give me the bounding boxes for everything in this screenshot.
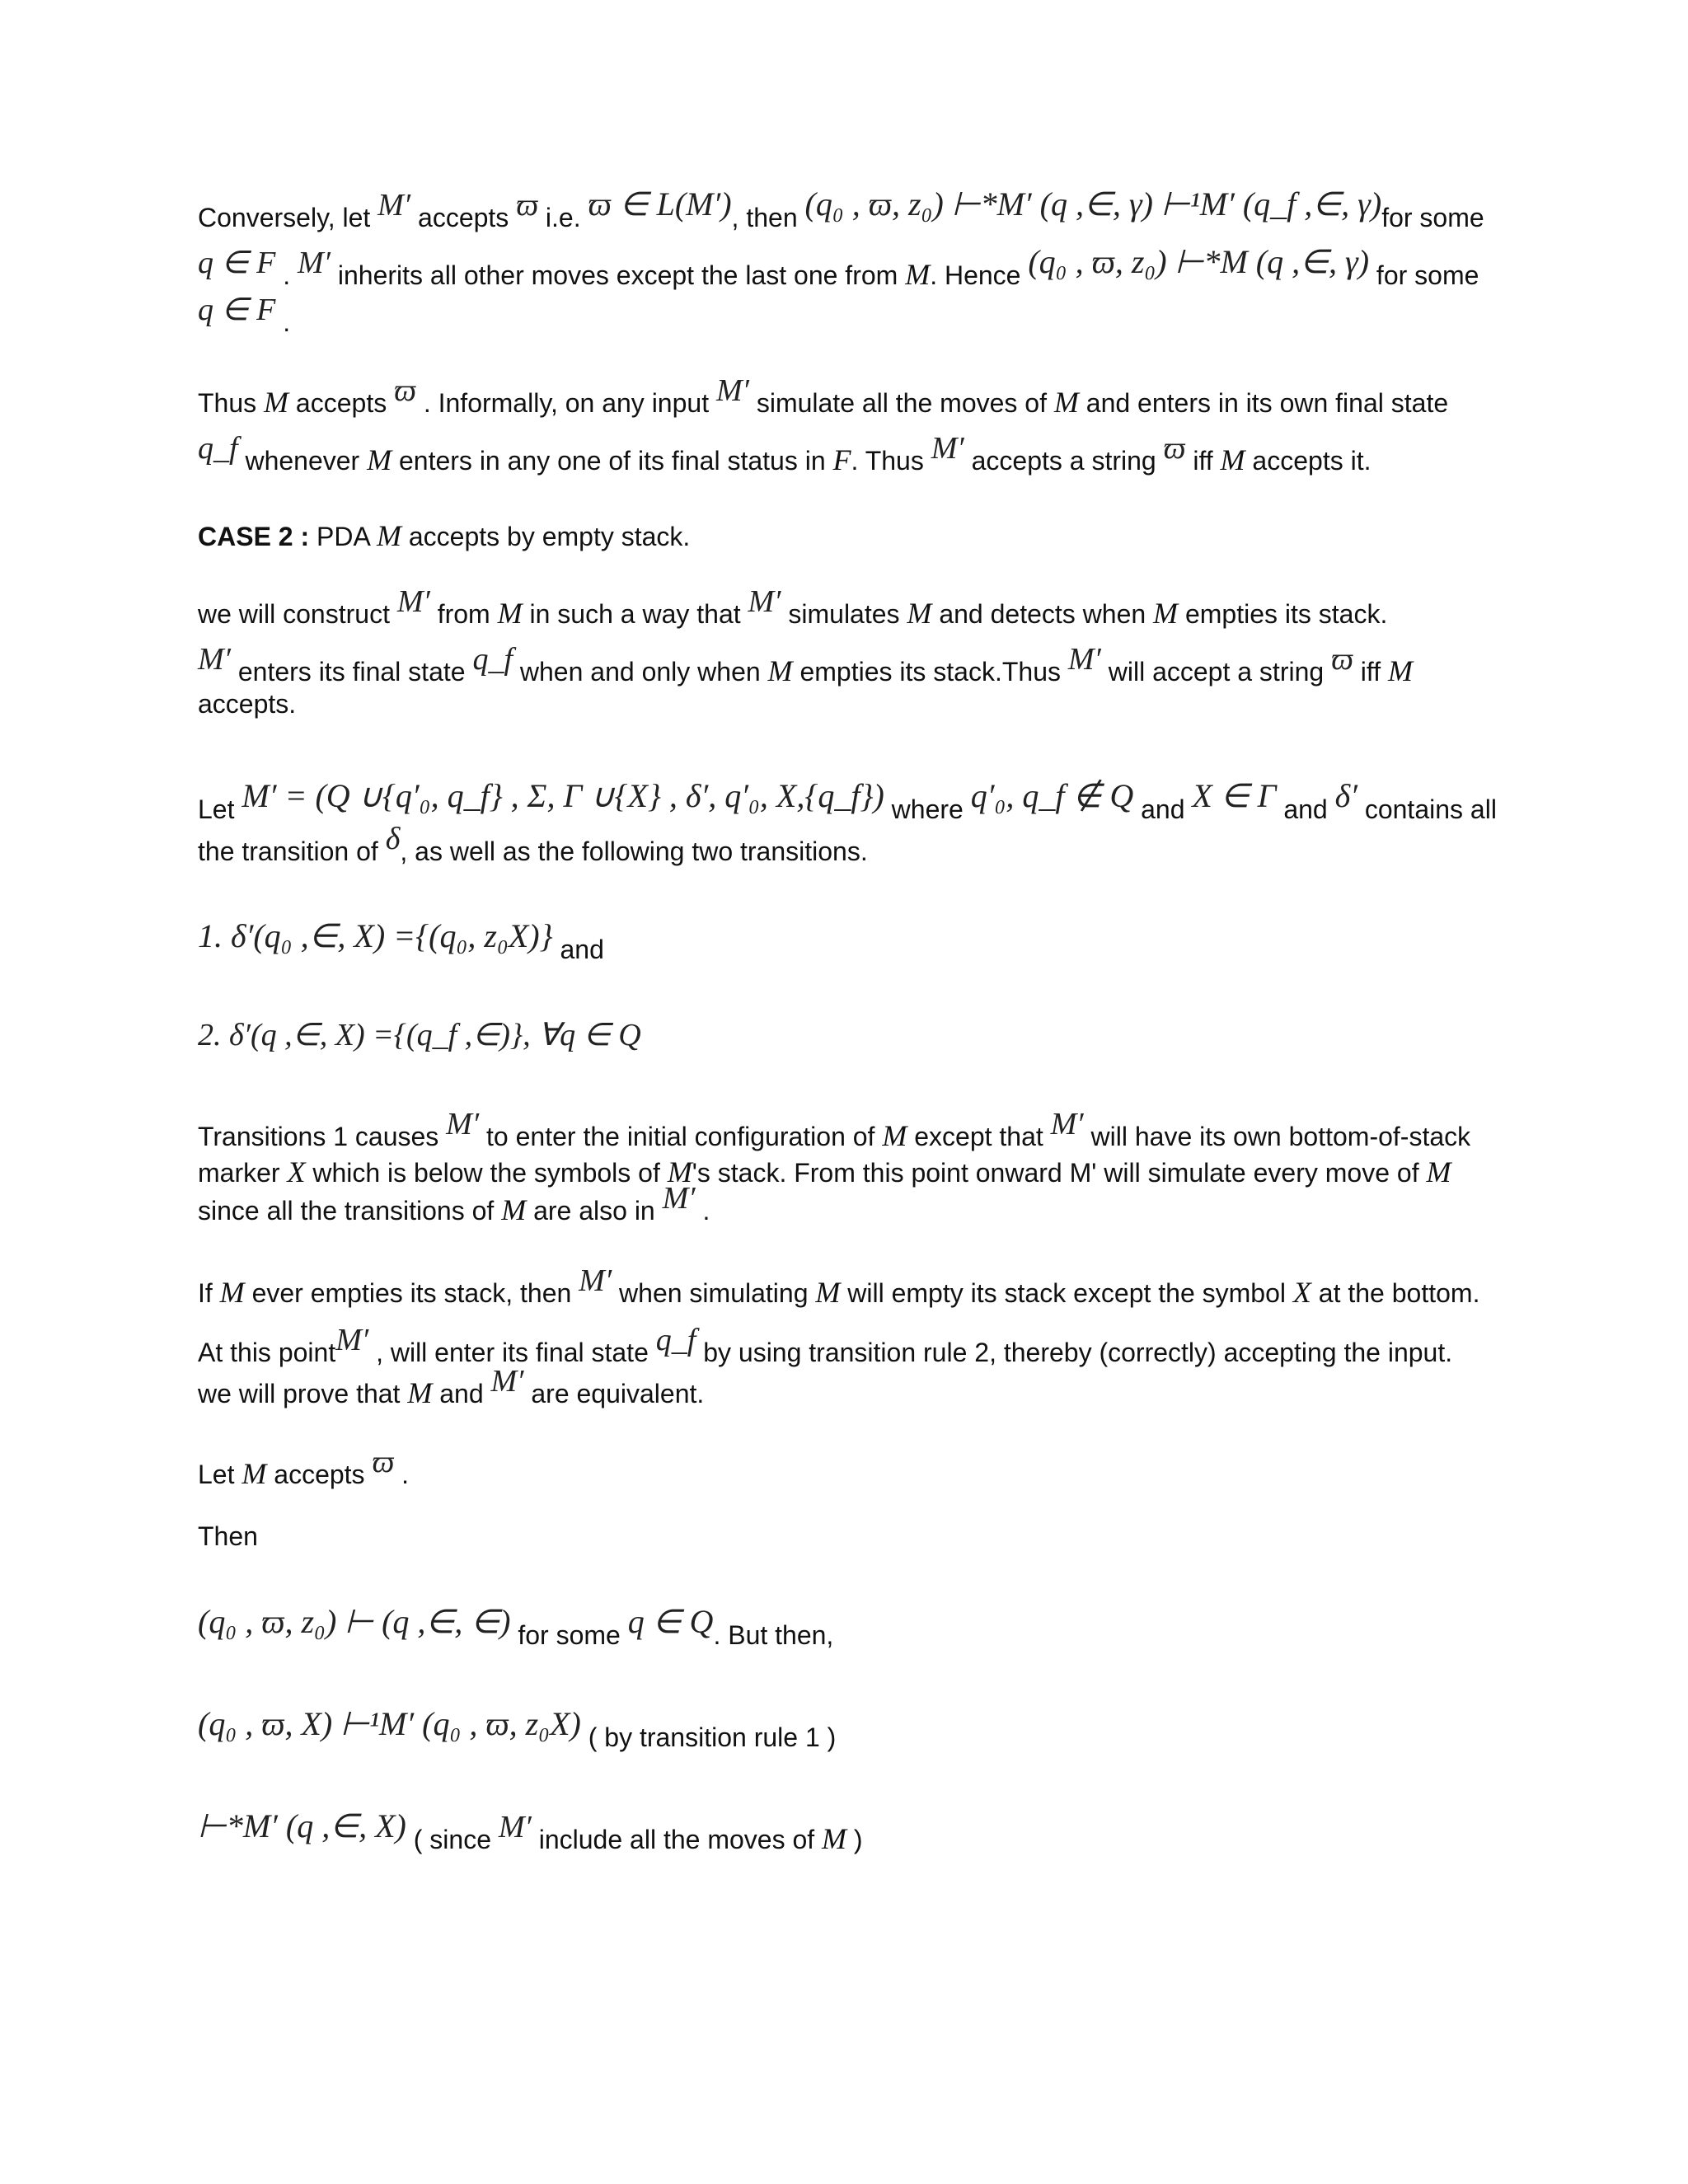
derivation-line — [198, 1603, 834, 1652]
text-segment: . — [394, 1460, 410, 1489]
math-expression: M′ — [396, 584, 430, 619]
math-expression: ϖ — [1163, 431, 1186, 466]
text-segment: PDA — [309, 522, 377, 551]
text-segment: Then — [198, 1521, 258, 1551]
text-segment: to enter the initial configuration of — [479, 1122, 883, 1151]
text-segment: Thus — [198, 388, 265, 418]
text-segment: when simulating — [612, 1278, 816, 1308]
text-segment: iff — [1353, 657, 1388, 687]
text-segment: , will enter its final state — [368, 1338, 656, 1367]
math-expression: M′ — [490, 1364, 524, 1399]
math-expression: (q₀ , ϖ, z₀) ⊢*M′ (q ,∈, γ) ⊢¹M′ (q_f ,∈, γ) — [804, 185, 1382, 223]
text-segment: ( since — [406, 1825, 499, 1854]
paragraph-line — [198, 293, 291, 339]
text-segment: ( by transition rule 1 ) — [580, 1722, 837, 1752]
text-segment: are also in — [526, 1196, 663, 1226]
text-segment: we will prove that — [198, 1379, 408, 1408]
math-expression: M — [905, 258, 931, 291]
math-expression: M — [907, 597, 932, 630]
math-expression: M′ — [1067, 642, 1101, 677]
math-expression: M — [815, 1276, 841, 1309]
text-segment: where — [884, 794, 971, 824]
text-segment: which is below the symbols of — [305, 1158, 668, 1188]
text-segment: empties its stack. — [1178, 599, 1388, 629]
text-segment: ) — [846, 1825, 863, 1854]
text-segment: for some — [1381, 203, 1484, 232]
text-segment: will accept a string — [1100, 657, 1332, 687]
math-expression: (q₀ , ϖ, z₀) ⊢ (q ,∈, ∈) — [198, 1603, 511, 1640]
text-segment: will empty its stack except the symbol — [840, 1278, 1293, 1308]
text-segment: accepts a string — [964, 446, 1164, 476]
paragraph-line — [198, 1445, 410, 1491]
paragraph-line — [198, 777, 1497, 826]
math-expression: M′ — [377, 188, 411, 223]
text-segment: when and only when — [513, 657, 768, 687]
math-expression: q ∈ F — [198, 246, 276, 280]
math-expression: q′₀, q_f ∉ Q — [970, 777, 1134, 814]
math-expression: M — [667, 1155, 692, 1188]
text-segment: and detects when — [931, 599, 1154, 629]
derivation-line — [198, 1807, 863, 1856]
text-segment: and — [432, 1379, 491, 1408]
math-expression: M′ — [931, 431, 964, 466]
text-segment: since all the transitions of — [198, 1196, 502, 1226]
text-segment: . Informally, on any input — [415, 388, 716, 418]
math-expression: M — [501, 1193, 527, 1226]
paragraph-line — [198, 185, 1484, 234]
math-expression: M — [376, 519, 401, 552]
text-segment: empties its stack.Thus — [792, 657, 1068, 687]
math-expression: ⊢*M′ (q ,∈, X) — [198, 1807, 406, 1844]
text-segment: the transition of — [198, 837, 386, 866]
math-expression: M — [822, 1822, 847, 1855]
text-segment: we will construct — [198, 599, 397, 629]
math-expression: M — [264, 386, 289, 419]
math-expression: M — [882, 1119, 907, 1152]
math-expression: M — [367, 443, 392, 476]
text-segment: and — [1133, 794, 1193, 824]
math-expression: M — [1153, 597, 1179, 630]
paragraph-line — [198, 1263, 1480, 1310]
math-expression: ϖ — [1331, 642, 1353, 677]
paragraph-line — [198, 373, 1449, 419]
paragraph-line — [198, 642, 1413, 688]
math-expression: q_f — [472, 642, 513, 677]
text-segment: . — [275, 260, 298, 290]
text-segment: Let — [198, 1460, 242, 1489]
text-segment: accepts — [266, 1460, 373, 1489]
text-segment: except that — [907, 1122, 1051, 1151]
math-expression: M — [767, 654, 793, 687]
text-segment: 's stack. From this point onward M' will simulate every move of — [692, 1158, 1427, 1188]
text-segment: At this point — [198, 1338, 336, 1367]
text-segment: and — [552, 935, 604, 964]
math-expression: M — [241, 1457, 267, 1490]
math-expression: M′ — [748, 584, 781, 619]
text-segment: marker — [198, 1158, 288, 1188]
text-segment: enters its final state — [230, 657, 473, 687]
math-expression: M — [1426, 1155, 1451, 1188]
math-expression: q_f — [655, 1323, 696, 1357]
math-expression: M — [1388, 654, 1413, 687]
math-expression: (q₀ , ϖ, z₀) ⊢*M (q ,∈, γ) — [1028, 243, 1370, 280]
text-segment: will have its own bottom-of-stack — [1083, 1122, 1471, 1151]
math-expression: ϖ ∈ L(M′) — [588, 185, 732, 223]
text-segment: Transitions 1 causes — [198, 1122, 447, 1151]
text-segment: accepts. — [198, 689, 297, 719]
text-segment: , then — [731, 203, 805, 232]
math-expression: q_f — [198, 431, 238, 466]
math-expression: q ∈ Q — [627, 1603, 714, 1640]
math-expression: M — [1220, 443, 1245, 476]
math-expression: M′ — [446, 1107, 480, 1141]
text-segment: simulates — [781, 599, 907, 629]
paragraph-line — [198, 243, 1479, 292]
text-segment: ever empties its stack, then — [244, 1278, 579, 1308]
text-segment: are equivalent. — [523, 1379, 705, 1408]
math-expression: M — [219, 1276, 245, 1309]
math-expression: (q₀ , ϖ, X) ⊢¹M′ (q₀ , ϖ, z₀X) — [198, 1705, 581, 1742]
paragraph-line — [198, 1107, 1471, 1153]
text-segment: . Thus — [851, 446, 931, 476]
math-expression: M′ — [662, 1181, 696, 1216]
math-expression: M′ — [715, 373, 749, 408]
text-segment: in such a way that — [522, 599, 748, 629]
transition-1 — [198, 917, 604, 966]
text-segment: , as well as the following two transitions. — [400, 837, 868, 866]
paragraph-line — [198, 1155, 1451, 1189]
text-segment: CASE 2 : — [198, 522, 310, 551]
math-expression: 1. δ′(q₀ ,∈, X) ={(q₀, z₀X)} — [198, 917, 553, 954]
paragraph-line — [198, 1181, 710, 1227]
text-segment: from — [429, 599, 498, 629]
derivation-line — [198, 1705, 837, 1754]
math-expression: X — [287, 1155, 306, 1188]
math-expression: ϖ — [372, 1445, 395, 1479]
text-segment: accepts — [410, 203, 517, 232]
text-segment: Conversely, let — [198, 203, 378, 232]
text-segment: enters in any one of its final status in — [392, 446, 833, 476]
math-expression: X ∈ Γ — [1192, 777, 1277, 814]
text-segment: . — [275, 307, 291, 337]
text-segment: at the bottom. — [1311, 1278, 1480, 1308]
paragraph-line — [198, 687, 296, 720]
math-expression: q ∈ F — [198, 293, 276, 327]
case-heading — [198, 519, 690, 553]
math-expression: M — [497, 597, 523, 630]
paragraph-line — [198, 431, 1372, 477]
text-segment: simulate all the moves of — [748, 388, 1054, 418]
paragraph-line — [198, 1520, 258, 1553]
text-segment: for some — [1369, 260, 1479, 290]
paragraph-line — [198, 1323, 1453, 1369]
math-expression: X — [1292, 1276, 1311, 1309]
text-segment: . — [695, 1196, 710, 1226]
text-segment: and enters in its own final state — [1078, 388, 1449, 418]
paragraph-line — [198, 822, 868, 868]
text-segment: by using transition rule 2, thereby (correctly) accepting the input. — [696, 1338, 1453, 1367]
text-segment: Let — [198, 794, 242, 824]
math-expression: M′ — [298, 246, 331, 280]
text-segment: . But then, — [713, 1620, 834, 1650]
math-expression: M′ — [198, 642, 231, 677]
text-segment: contains all — [1357, 794, 1497, 824]
text-segment: accepts it. — [1245, 446, 1372, 476]
text-segment: i.e. — [538, 203, 588, 232]
paragraph-line — [198, 1364, 705, 1410]
text-segment: whenever — [237, 446, 368, 476]
text-segment: accepts by empty stack. — [401, 522, 691, 551]
text-segment: . Hence — [930, 260, 1029, 290]
text-segment: for some — [510, 1620, 628, 1650]
math-expression: δ — [385, 822, 401, 856]
math-expression: δ′ — [1334, 777, 1357, 814]
transition-2 — [198, 1019, 641, 1052]
math-expression: M′ — [498, 1810, 532, 1844]
math-expression: M′ — [335, 1323, 369, 1357]
text-segment: inherits all other moves except the last one from — [330, 260, 906, 290]
math-expression: 2. δ′(q ,∈, X) ={(q_f ,∈)}, ∀q ∈ Q — [198, 1018, 641, 1052]
math-expression: M′ — [1050, 1107, 1084, 1141]
math-expression: F — [832, 443, 851, 476]
text-segment: include all the moves of — [531, 1825, 823, 1854]
math-expression: M′ = (Q ∪{q′₀, q_f} , Σ, Γ ∪{X} , δ′, q′₀, X,{q_f}) — [241, 777, 884, 814]
math-expression: ϖ — [394, 373, 416, 408]
math-expression: ϖ — [516, 188, 539, 223]
text-segment: If — [198, 1278, 220, 1308]
math-expression: M — [407, 1376, 433, 1409]
text-segment: accepts — [288, 388, 395, 418]
text-segment: and — [1276, 794, 1335, 824]
math-expression: M — [1053, 386, 1079, 419]
paragraph-line — [198, 584, 1388, 630]
text-segment: iff — [1185, 446, 1221, 476]
math-expression: M′ — [579, 1263, 612, 1298]
